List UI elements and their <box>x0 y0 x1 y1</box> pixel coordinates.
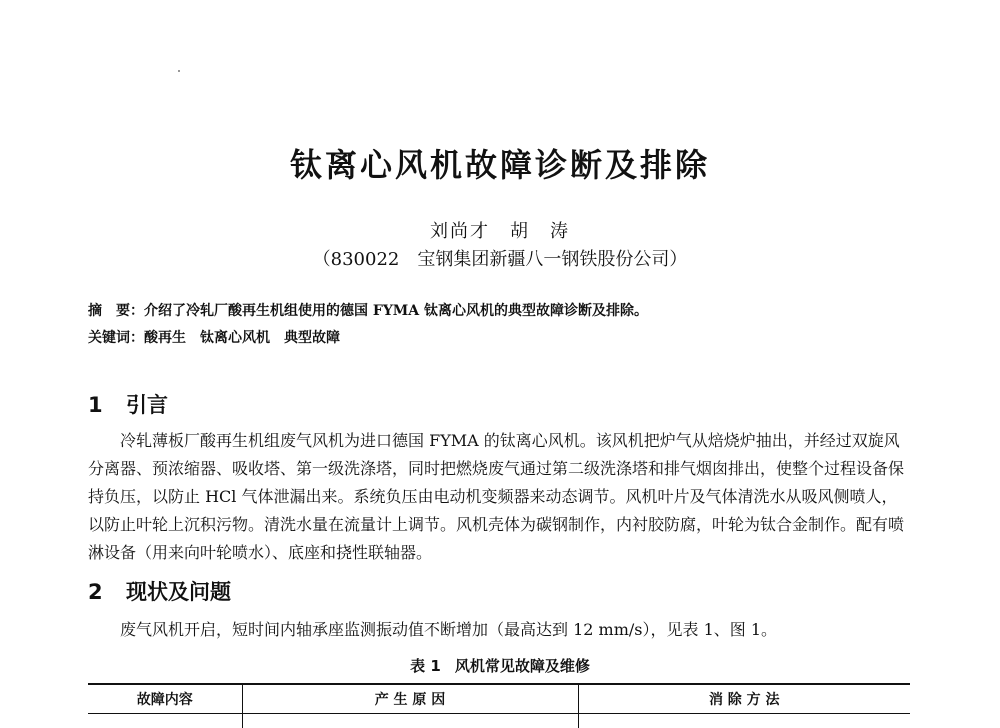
authors: 刘尚才 胡 涛 <box>0 217 1000 243</box>
section-number: 1 <box>88 393 126 417</box>
keywords <box>88 327 340 347</box>
abstract-text: 介绍了冷轧厂酸再生机组使用的德国 FYMA 钛离心风机的典型故障诊断及排除。 <box>144 303 648 319</box>
table-number: 表 1 <box>410 657 441 675</box>
affiliation: （830022 宝钢集团新疆八一钢铁股份公司） <box>0 245 1000 271</box>
keywords-label: 关键词： <box>88 330 144 346</box>
paper-title: 钛离心风机故障诊断及排除 <box>0 140 1000 186</box>
section-heading-2 <box>88 576 231 606</box>
section-title: 引言 <box>126 393 168 417</box>
section-2-paragraph: 废气风机开启，短时间内轴承座监测振动值不断增加（最高达到 12 mm/s），见表 1、图 1。 <box>88 616 910 644</box>
table-cell <box>578 714 910 728</box>
abstract-label: 摘 要： <box>88 303 144 319</box>
abstract <box>88 300 648 320</box>
table-caption <box>0 655 1000 676</box>
section-number: 2 <box>88 580 126 604</box>
table-header-cell: 消 除 方 法 <box>578 684 910 714</box>
section-heading-1 <box>88 389 168 419</box>
table-cell <box>88 714 242 728</box>
scan-speck <box>178 70 180 72</box>
section-1-paragraph: 冷轧薄板厂酸再生机组废气风机为进口德国 FYMA 的钛离心风机。该风机把炉气从焙烧炉抽出，并经过双旋风分离器、预浓缩器、吸收塔、第一级洗涤塔，同时把燃烧废气通过第二级洗涤塔和排气烟囱排出，使整个过程设备保持负压，以防止 HCl 气体泄漏出来。系统负压由电动机变频器来动态调节。风机叶片及气体清洗水从吸风侧喷人，以防止叶轮上沉积污物。清洗水量在流量计上调节。风机壳体为碳钢制作，内衬胶防腐，叶轮为钛合金制作。配有喷淋设备（用来向叶轮喷水）、底座和挠性联轴器。 <box>88 427 910 567</box>
keywords-text: 酸再生 钛离心风机 典型故障 <box>144 330 340 346</box>
table-cell <box>242 714 578 728</box>
section-title: 现状及问题 <box>126 580 231 604</box>
table-header-cell: 故障内容 <box>88 684 242 714</box>
table-header-cell: 产 生 原 因 <box>242 684 578 714</box>
fault-table <box>88 683 910 728</box>
table-row <box>88 714 910 728</box>
table-caption-text: 风机常见故障及维修 <box>455 657 590 675</box>
table-header-row <box>88 684 910 714</box>
